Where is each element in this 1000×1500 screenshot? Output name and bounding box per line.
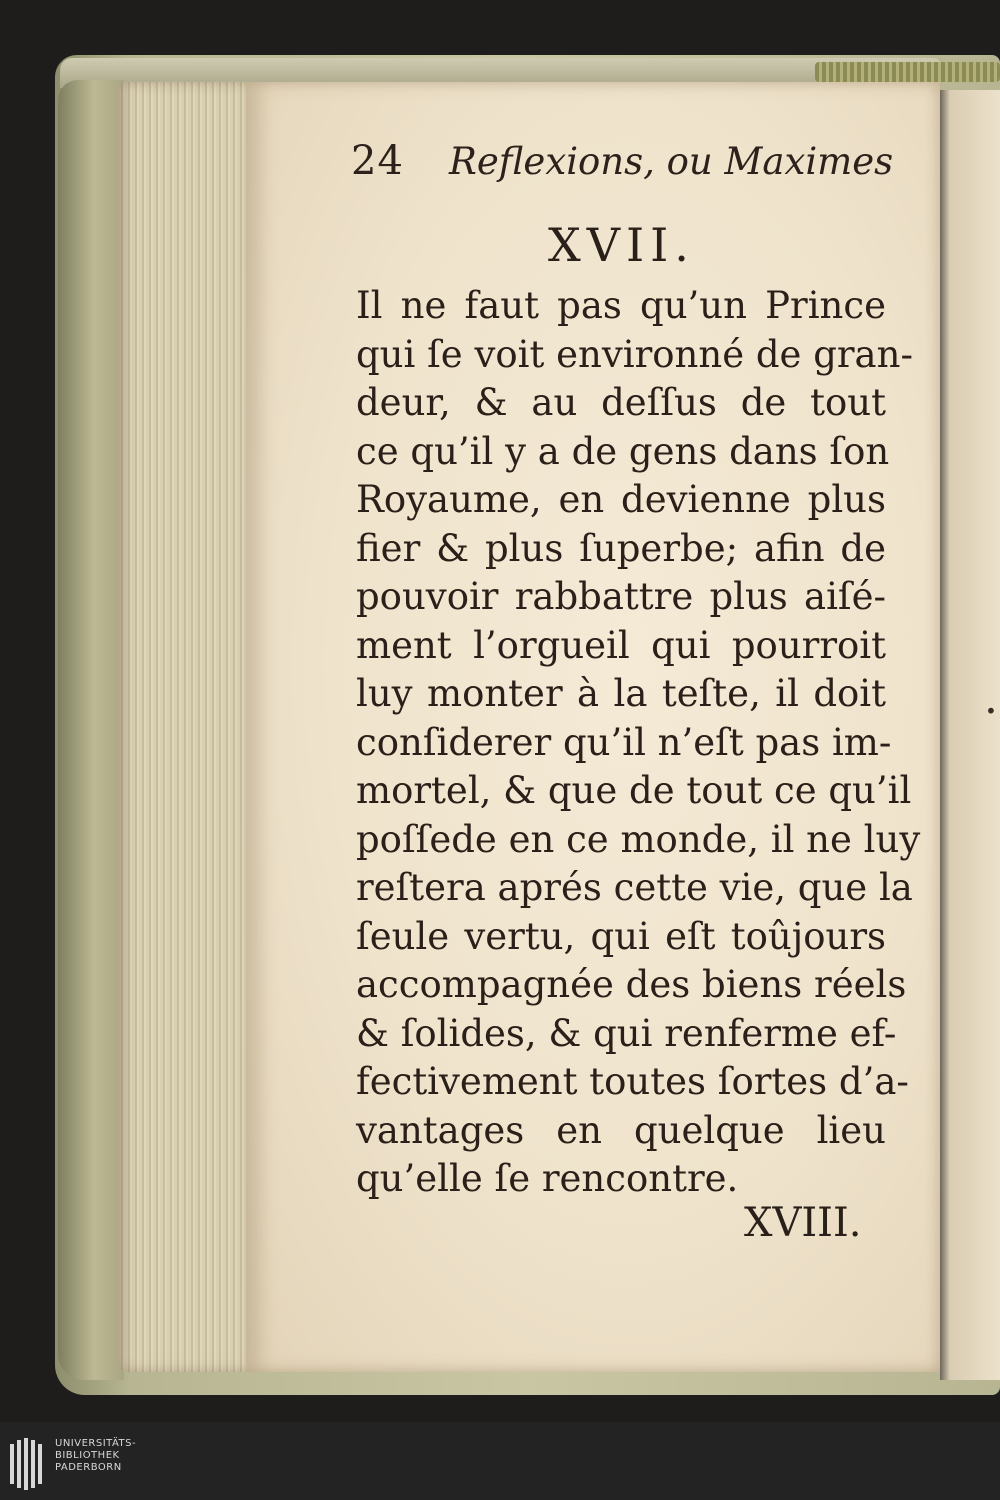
facing-page-edge (940, 90, 1000, 1380)
text-line: conſiderer qu’il n’eſt pas im- (356, 720, 892, 764)
catchword: XVIII. (744, 1200, 862, 1246)
page-number: 24 (351, 138, 404, 184)
bleed-glyph: · (984, 686, 998, 737)
body-text (356, 282, 921, 1204)
text-line: ment l’orgueil qui pourroit (356, 623, 886, 667)
page-edges (118, 82, 246, 1372)
library-name-line: BIBLIOTHEK (55, 1450, 120, 1461)
text-line: poſſede en ce monde, il ne luy (356, 817, 921, 861)
text-line: mortel, & que de tout ce qu’il (356, 769, 912, 812)
text-line: fectivement toutes ſortes d’a- (356, 1060, 909, 1103)
footer-bar (0, 1422, 1000, 1500)
text-line: luy monter à la teſte, il doit (356, 672, 886, 715)
text-line: qui ſe voit environné de gran- (356, 332, 913, 376)
library-name (55, 1438, 136, 1474)
text-line: fier & plus ſuperbe; afin de (356, 526, 886, 570)
text-line: vantages en quelque lieu (356, 1108, 886, 1152)
text-line: reſtera aprés cette vie, que la (356, 866, 913, 909)
text-line: & ſolides, & qui renferme ef- (356, 1011, 897, 1055)
binding-thread (815, 62, 1000, 82)
library-logo-icon (8, 1436, 48, 1494)
text-line: accompagnée des biens réels (356, 963, 907, 1006)
text-line: qu’elle ſe rencontre. (356, 1157, 739, 1200)
page-header (351, 138, 894, 188)
library-name-line: PADERBORN (55, 1462, 122, 1473)
section-heading: XVII. (548, 218, 695, 272)
text-line: ſeule vertu, qui eſt toûjours (356, 914, 886, 958)
text-line: deur, & au deſſus de tout (356, 381, 886, 424)
library-name-line: UNIVERSITÄTS- (55, 1438, 137, 1449)
text-line: Il ne faut pas qu’un Prince (356, 284, 886, 327)
text-line: pouvoir rabbattre plus aiſé- (356, 575, 886, 618)
text-line: Royaume, en devienne plus (356, 478, 886, 521)
left-board (58, 80, 124, 1380)
running-title: Reflexions, ou Maximes (449, 140, 894, 183)
text-line: ce qu’il y a de gens dans ſon (356, 429, 890, 473)
